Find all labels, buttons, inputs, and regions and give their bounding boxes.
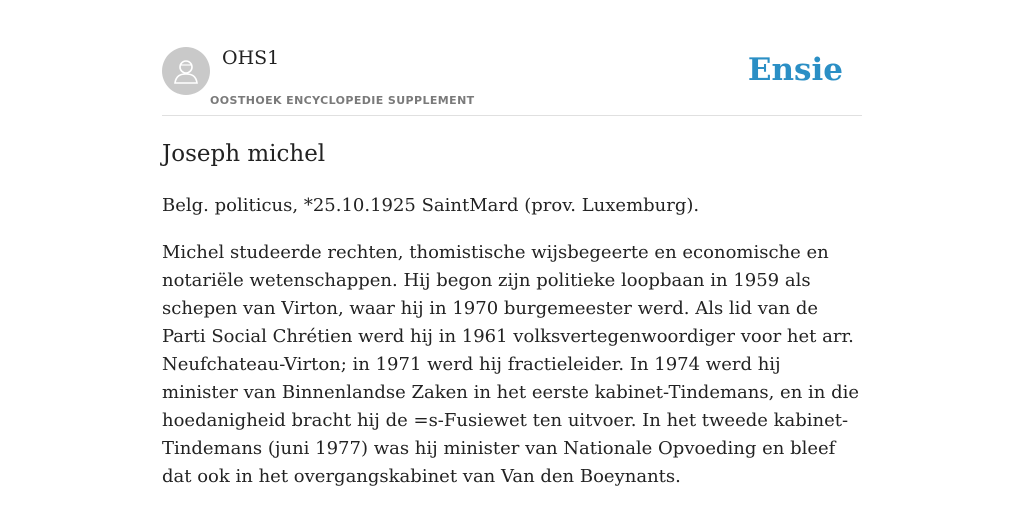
source-subtitle[interactable]: OOSTHOEK ENCYCLOPEDIE SUPPLEMENT <box>210 94 475 107</box>
avatar[interactable] <box>162 47 210 95</box>
article-lead: Belg. politicus, *25.10.1925 SaintMard (prov. Luxemburg). <box>162 195 700 216</box>
page-title: Joseph michel <box>162 141 326 167</box>
header-divider <box>162 115 862 116</box>
article-paragraph: Michel studeerde rechten, thomistische wijsbegeerte en economische en notariële wetenschappen. Hij begon zijn politieke loopbaan in 1959 als schepen van Virton, waar hij in 1970 burgemeester werd. Als lid van de Parti Social Chrétien werd hij in 1961 volksvertegenwoordiger voor het arr. Neufchateau-Virton; in 1971 werd hij fractieleider. In 1974 werd hij minister van Binnenlandse Zaken in het eerste kabinet-Tindemans, en in die hoedanigheid bracht hij de =s-Fusiewet ten uitvoer. In het tweede kabinet-Tindemans (juni 1977) was hij minister van Nationale Opvoeding en bleef dat ook in het overgangskabinet van Van den Boeynants. <box>162 242 860 487</box>
user-icon <box>171 56 201 86</box>
article-body <box>162 192 862 491</box>
brand-logo[interactable]: Ensie <box>747 52 843 88</box>
source-name[interactable]: OHS1 <box>222 47 280 69</box>
